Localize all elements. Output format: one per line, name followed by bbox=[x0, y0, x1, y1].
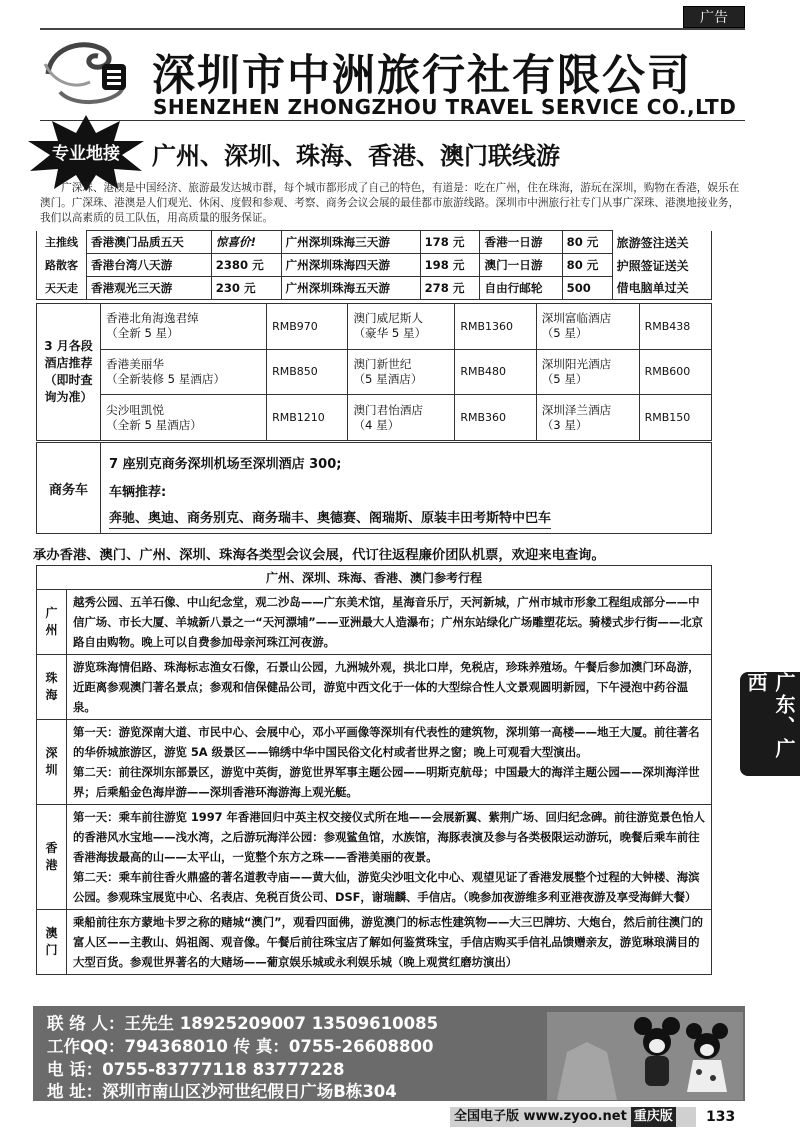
page-number: 133 bbox=[706, 1109, 736, 1125]
routes-label: 路散客 bbox=[37, 254, 87, 277]
hotel-name: 深圳阳光酒店 （5 星） bbox=[536, 349, 639, 395]
route-price: 230 元 bbox=[211, 277, 281, 300]
route-price: 198 元 bbox=[420, 254, 480, 277]
route-name: 香港观光三天游 bbox=[87, 277, 212, 300]
hotel-price: RMB970 bbox=[267, 304, 348, 350]
hotel-name: 澳门君怡酒店 （4 星） bbox=[348, 395, 455, 441]
business-car-label: 商务车 bbox=[37, 443, 101, 533]
itinerary-row bbox=[37, 910, 711, 974]
routes-label: 天天走 bbox=[37, 277, 87, 300]
route-name: 自由行邮轮 bbox=[480, 277, 562, 300]
contact-address: 地 址：深圳市南山区沙河世纪假日广场B栋304 bbox=[47, 1082, 397, 1101]
table-row bbox=[37, 277, 712, 300]
route-name: 广州深圳珠海四天游 bbox=[281, 254, 420, 277]
region-side-tab[interactable] bbox=[740, 672, 800, 776]
company-name-en: SHENZHEN ZHONGZHOU TRAVEL SERVICE CO.,LTD bbox=[153, 95, 737, 119]
itinerary-title: 广州、深圳、珠海、香港、澳门参考行程 bbox=[37, 566, 711, 590]
visa-note: 借电脑单过关 bbox=[612, 277, 711, 300]
contact-footer bbox=[33, 1006, 745, 1101]
hotel-price: RMB850 bbox=[267, 349, 348, 395]
route-name: 香港台湾八天游 bbox=[87, 254, 212, 277]
routes-label: 主推线 bbox=[37, 231, 87, 254]
itinerary-row bbox=[37, 655, 711, 720]
itinerary-city: 香港 bbox=[37, 805, 67, 909]
hotel-price: RMB360 bbox=[455, 395, 536, 441]
itinerary-row bbox=[37, 590, 711, 655]
route-name: 广州深圳珠海五天游 bbox=[281, 277, 420, 300]
table-row bbox=[37, 304, 712, 350]
visa-note: 护照签证送关 bbox=[612, 254, 711, 277]
itinerary-city: 珠海 bbox=[37, 655, 67, 719]
route-price: 80 元 bbox=[562, 254, 612, 277]
itinerary-city: 澳门 bbox=[37, 910, 67, 974]
table-row bbox=[37, 231, 712, 254]
hotel-price: RMB150 bbox=[639, 395, 711, 441]
headline: 广州、深圳、珠海、香港、澳门联线游 bbox=[152, 142, 560, 170]
hotel-name: 澳门新世纪 （5 星酒店） bbox=[348, 349, 455, 395]
hotel-name: 深圳富临酒店 （5 星） bbox=[536, 304, 639, 350]
hotels-label: 3 月各段酒店推荐（即时查询为准） bbox=[37, 304, 101, 441]
route-price: 178 元 bbox=[420, 231, 480, 254]
intro-paragraph: 广深珠、港澳是中国经济、旅游最发达城市群，每个城市都形成了自己的特色，有道是：吃在广州，住在珠海，游玩在深圳，购物在香港，娱乐在澳门。广深珠、港澳是人们观光、休闲、度假和参观、考察、商务会议会展的最佳都市旅游线路。深圳市中洲旅行社专门从事广深珠、港澳地接业务，我们以高素质的员工队伍，用高质量的服务保证。 bbox=[40, 182, 740, 224]
route-price: 500 bbox=[562, 277, 612, 300]
badge-text: 专业地接 bbox=[52, 144, 120, 164]
hotel-name: 香港美丽华 （全新装修 5 星酒店） bbox=[101, 349, 267, 395]
itinerary-table bbox=[36, 565, 712, 975]
hotel-name: 深圳泽兰酒店 （3 星） bbox=[536, 395, 639, 441]
visa-note: 旅游签注送关 bbox=[612, 231, 711, 254]
top-rule bbox=[40, 28, 745, 30]
region-side-tab-label: 广东、广西 bbox=[744, 672, 796, 760]
contact-phone: 电 话：0755-83777118 83777228 bbox=[47, 1060, 345, 1079]
route-price: 278 元 bbox=[420, 277, 480, 300]
routes-table bbox=[36, 230, 712, 300]
route-price: 80 元 bbox=[562, 231, 612, 254]
hotel-name: 尖沙咀凯悦 （全新 5 星酒店） bbox=[101, 395, 267, 441]
table-row bbox=[37, 395, 712, 441]
itinerary-text: 越秀公园、五羊石像、中山纪念堂，观二沙岛——广东美术馆，星海音乐厅，天河新城，广州市城市形象工程组成部分——中信广场、市长大厦、羊城新八景之一“天河漂埔”——亚洲最大人造瀑布；广州东站绿化广场雕塑花坛。骑楼式步行街——北京路自由购物。晚上可以自费参加母亲河珠江河夜游。 bbox=[73, 595, 704, 649]
cartoon-characters-icon bbox=[547, 1012, 743, 1100]
ad-tag: 广告 bbox=[683, 6, 745, 28]
hotel-price: RMB600 bbox=[639, 349, 711, 395]
hotel-name: 香港北角海逸君绰 （全新 5 星） bbox=[101, 304, 267, 350]
route-price: 2380 元 bbox=[211, 254, 281, 277]
itinerary-row bbox=[37, 805, 711, 910]
hotels-table bbox=[36, 303, 712, 441]
contact-qq-fax: 工作QQ：794368010 传 真：0755-26608800 bbox=[47, 1037, 434, 1056]
hotel-name: 澳门威尼斯人 （豪华 5 星） bbox=[348, 304, 455, 350]
hotel-price: RMB480 bbox=[455, 349, 536, 395]
site-url[interactable]: 全国电子版 www.zyoo.net bbox=[454, 1109, 627, 1124]
itinerary-city: 广州 bbox=[37, 590, 67, 654]
route-name: 广州深圳珠海三天游 bbox=[281, 231, 420, 254]
route-name: 澳门一日游 bbox=[480, 254, 562, 277]
route-name: 香港一日游 bbox=[480, 231, 562, 254]
edition-badge: 重庆版 bbox=[631, 1107, 676, 1127]
hotel-price: RMB1210 bbox=[267, 395, 348, 441]
itinerary-text: 乘船前往东方蒙地卡罗之称的赌城“澳门”，观看四面佛，游览澳门的标志性建筑物——大三巴牌坊、大炮台，然后前往澳门的富人区——主教山、妈祖阁、观音像。午餐后前往珠宝店了解如何鉴赏珠宝，手信店购买手信礼品馈赠亲友，游览琳琅满目的大型百货。参观世界著名的大赌场——葡京娱乐城或永利娱乐城（晚上观赏红磨坊演出） bbox=[73, 915, 704, 969]
badge-starburst-icon bbox=[24, 113, 148, 191]
itinerary-text: 第一天：乘车前往游览 1997 年香港回归中英主权交接仪式所在地——会展新翼、紫荆广场、回归纪念碑。前往游览景色怡人的香港风水宝地——浅水湾，之后游玩海洋公园：参观鲨鱼馆，水族馆，海豚表演及参与各类极限运动游玩，晚餐后乘车前往香港海拔最高的山——太平山，一览整个东方之珠——香港美丽的夜景。 第二天：乘车前往香火鼎盛的著名道教寺庙——黄大仙，游览尖沙咀文化中心、观望见证了香港发展整个过程的大钟楼、海滨公园。参观珠宝展览中心、名表店、免税百货公司、DSF，谢瑞麟、手信店。（晚参加夜游维多利亚港夜游及享受海鲜大餐） bbox=[73, 810, 705, 904]
business-car-box bbox=[36, 442, 712, 534]
itinerary-row bbox=[37, 720, 711, 805]
hotel-price: RMB1360 bbox=[455, 304, 536, 350]
company-logo-icon bbox=[40, 34, 135, 116]
contact-person: 联 络 人：王先生 18925209007 13509610085 bbox=[47, 1014, 439, 1033]
itinerary-city: 深圳 bbox=[37, 720, 67, 804]
itinerary-text: 第一天：游览深南大道、市民中心、会展中心，邓小平画像等深圳有代表性的建筑物，深圳第一高楼——地王大厦。前往著名的华侨城旅游区，游览 5A 级景区——锦绣中华中国民俗文化村或者世界之窗；晚上可观看大型演出。 第二天：前往深圳东部景区，游览中英街，游览世界军事主题公园——明斯克航母；中国最大的海洋主题公园——深圳海洋世界；后乘船金色海岸游——深圳香港环海游海上观光艇。 bbox=[73, 725, 700, 799]
business-car-line: 7 座别克商务深圳机场至深圳酒店 300; bbox=[109, 457, 342, 472]
itinerary-text: 游览珠海情侣路、珠海标志渔女石像，石景山公园，九洲城外观，拱北口岸，免税店，珍珠养殖场。午餐后参加澳门环岛游，近距离参观澳门著名景点；参观和信保健品公司，游览中西文化于一体的大型综合性人文景观圆明新园，下午浸泡中药谷温泉。 bbox=[73, 660, 700, 714]
table-row bbox=[37, 254, 712, 277]
company-name-cn: 深圳市中洲旅行社有限公司 bbox=[152, 51, 692, 101]
business-car-line: 奔驰、奥迪、商务别克、商务瑞丰、奥德赛、阁瑞斯、原装丰田考斯特中巴车 bbox=[109, 507, 551, 529]
business-car-line: 车辆推荐: bbox=[109, 485, 167, 500]
route-name: 香港澳门品质五天 bbox=[87, 231, 212, 254]
route-price: 惊喜价! bbox=[211, 231, 281, 254]
service-banner: 承办香港、澳门、广州、深圳、珠海各类型会议会展，代订往返程廉价团队机票，欢迎来电查询。 bbox=[33, 548, 605, 563]
bottom-bar bbox=[450, 1107, 696, 1127]
table-row bbox=[37, 349, 712, 395]
hotel-price: RMB438 bbox=[639, 304, 711, 350]
